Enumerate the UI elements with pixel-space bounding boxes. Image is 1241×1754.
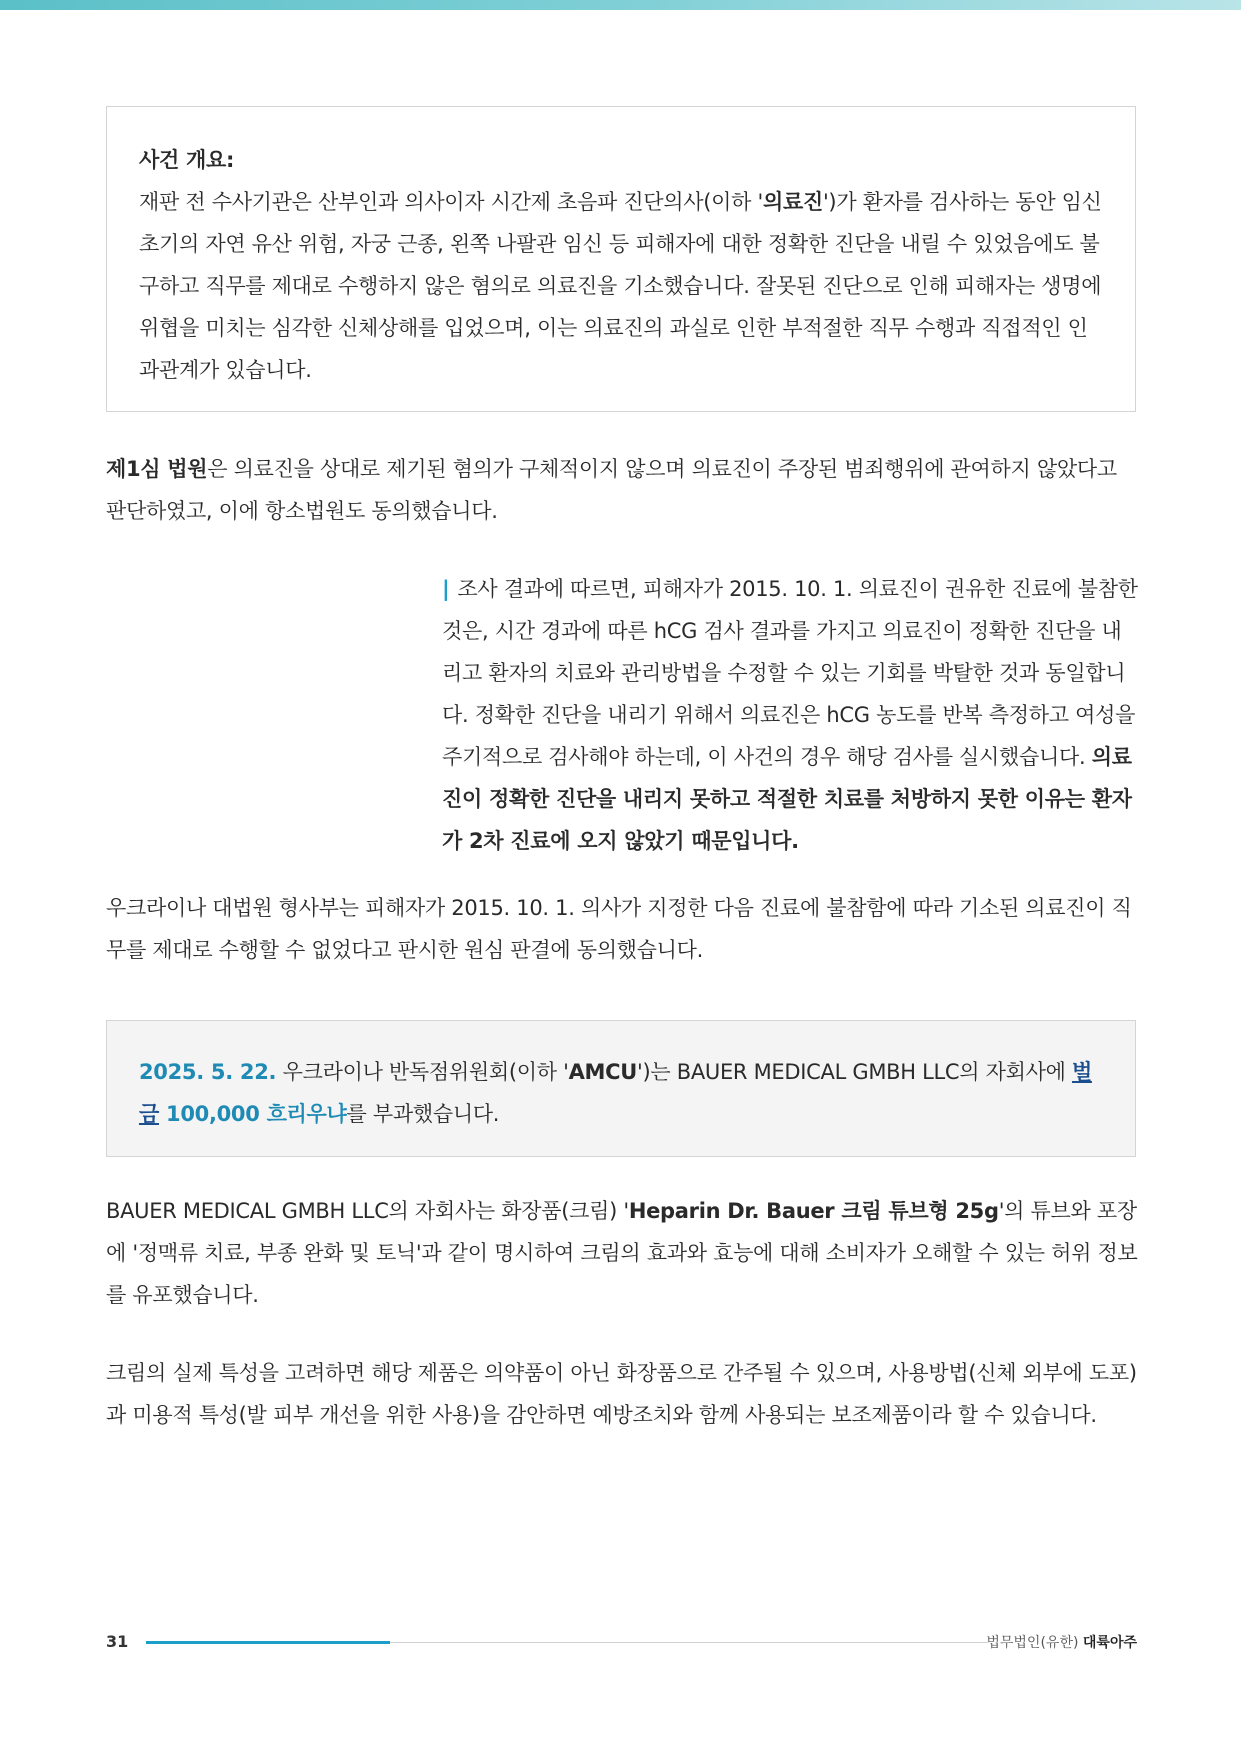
court-quote [442, 568, 1138, 862]
subsidiary-text-2: '의 튜브와 포장에 '정맥류 치료, 부종 완화 및 토닉'과 같이 명시하여 크림의 효과와 효능에 대해 소비자가 오해할 수 있는 허위 정보를 유포했습니다. [106, 1199, 1138, 1307]
supreme-court-paragraph [106, 887, 1138, 971]
amcu-fine-box [106, 1020, 1136, 1157]
top-accent-bar [0, 0, 1241, 10]
supreme-court-text: 우크라이나 대법원 형사부는 피해자가 2015. 10. 1. 의사가 지정한 다음 진료에 불참함에 따라 기소된 의료진이 직무를 제대로 수행할 수 없었다고 판시한 원심 판결에 동의했습니다. [106, 896, 1132, 962]
cream-paragraph [106, 1352, 1138, 1436]
case-summary-text-post: ')가 환자를 검사하는 동안 임신 초기의 자연 유산 위험, 자궁 근종, 왼쪽 나팔관 임신 등 피해자에 대한 정확한 진단을 내릴 수 있었음에도 불구하고 직무를 제대로 수행하지 않은 혐의로 의료진을 기소했습니다. 잘못된 진단으로 인해 피해자는 생명에 위협을 미치는 심각한 신체상해를 입었으며, 이는 의료진의 과실로 인한 부적절한 직무 수행과 직접적인 인과관계가 있습니다. [139, 190, 1102, 382]
case-summary-bold-term: 의료진 [762, 190, 823, 214]
case-summary-box [106, 106, 1136, 412]
first-instance-text: 은 의료진을 상대로 제기된 혐의가 구체적이지 않으며 의료진이 주장된 범죄행위에 관여하지 않았다고 판단하였고, 이에 항소법원도 동의했습니다. [106, 457, 1117, 523]
case-summary-text-pre: 재판 전 수사기관은 산부인과 의사이자 시간제 초음파 진단의사(이하 ' [139, 190, 763, 214]
first-instance-court: 제1심 법원 [106, 457, 208, 481]
subsidiary-paragraph [106, 1190, 1138, 1316]
fine-amount: 100,000 흐리우냐 [159, 1102, 347, 1126]
fine-text-2: ')는 BAUER MEDICAL GMBH LLC의 자회사에 [636, 1060, 1072, 1084]
quote-bar-mark: | [442, 577, 450, 601]
quote-text: 조사 결과에 따르면, 피해자가 2015. 10. 1. 의료진이 권유한 진료에 불참한 것은, 시간 경과에 따른 hCG 검사 결과를 가지고 의료진이 정확한 진단을 내리고 환자의 치료와 관리방법을 수정할 수 있는 기회를 박탈한 것과 동일합니다. 정확한 진단을 내리기 위해서 의료진은 hCG 농도를 반복 측정하고 여성을 주기적으로 검사해야 하는데, 이 사건의 경우 해당 검사를 실시했습니다. [442, 577, 1138, 769]
footer-accent-line [146, 1641, 390, 1644]
case-summary-title: 사건 개요: [139, 148, 235, 172]
quote-bold-text: 의료진이 정확한 진단을 내리지 못하고 적절한 치료를 처방하지 못한 이유는 환자가 2차 진료에 오지 않았기 때문입니다. [442, 745, 1132, 853]
amcu-fine-content [139, 1051, 1105, 1135]
case-summary-content [139, 139, 1105, 391]
fine-date: 2025. 5. 22. [139, 1060, 277, 1084]
fine-word: 벌금 [139, 1060, 1092, 1126]
first-instance-paragraph [106, 448, 1138, 532]
subsidiary-text-1: BAUER MEDICAL GMBH LLC의 자회사는 화장품(크림) ' [106, 1199, 629, 1223]
fine-text-1: 우크라이나 반독점위원회(이하 ' [276, 1060, 569, 1084]
firm-name: 대륙아주 [1082, 1635, 1137, 1651]
fine-text-3: 를 부과했습니다. [346, 1102, 500, 1126]
page-number: 31 [106, 1632, 129, 1651]
firm-prefix: 법무법인(유한) [986, 1635, 1079, 1651]
product-name: Heparin Dr. Bauer 크림 튜브형 25g [628, 1199, 999, 1223]
amcu-abbrev: AMCU [568, 1060, 637, 1084]
cream-text: 크림의 실제 특성을 고려하면 해당 제품은 의약품이 아닌 화장품으로 간주될 수 있으며, 사용방법(신체 외부에 도포)과 미용적 특성(발 피부 개선을 위한 사용)을 감안하면 예방조치와 함께 사용되는 보조제품이라 할 수 있습니다. [106, 1361, 1137, 1427]
footer-firm [986, 1632, 1137, 1652]
